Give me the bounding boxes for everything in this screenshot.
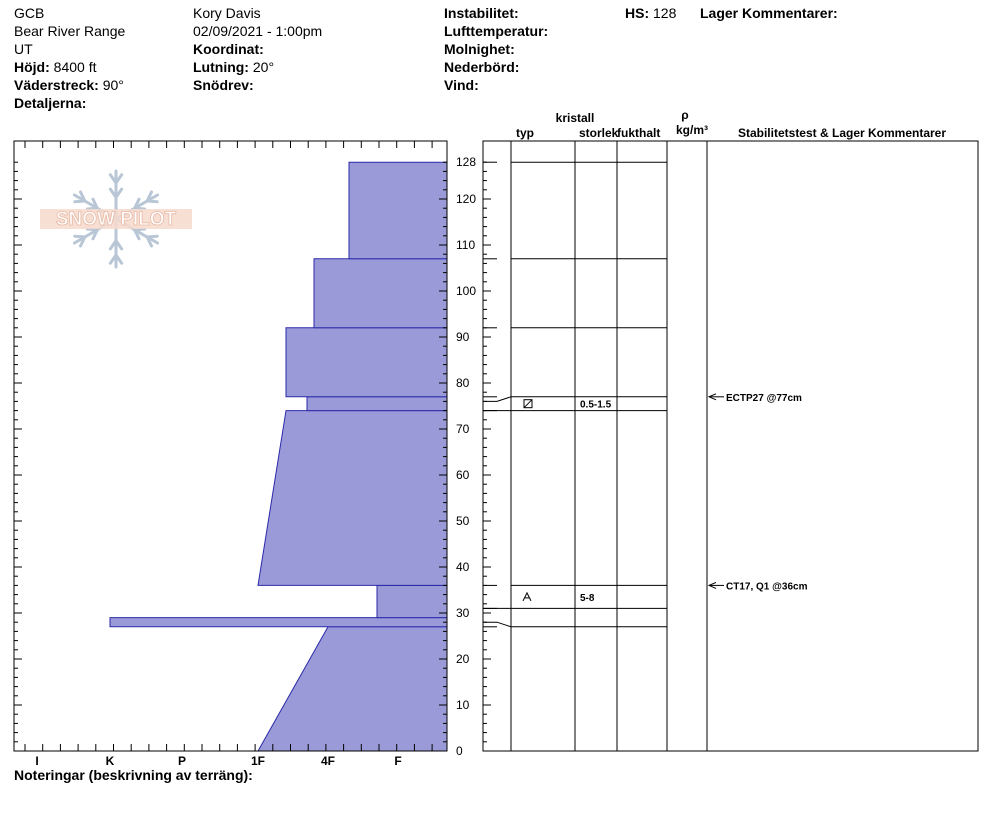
precip-field: Nederbörd: xyxy=(444,59,520,75)
x-tick-label: I xyxy=(35,754,39,768)
hardness-layer-6 xyxy=(314,259,447,328)
stability-test-label: CT17, Q1 @36cm xyxy=(726,581,808,593)
layer-table-frame xyxy=(483,141,978,751)
snowpilot-logo xyxy=(40,171,192,267)
y-tick-label: 100 xyxy=(456,284,477,298)
snowflake-branch xyxy=(147,236,157,237)
hs-field: HS: 128 xyxy=(625,5,677,21)
depth-hoar-icon xyxy=(523,593,531,601)
location-name: Bear River Range xyxy=(14,23,126,39)
hardness-layer-0 xyxy=(258,627,447,751)
y-tick-label: 30 xyxy=(456,606,470,620)
hardness-layer-1 xyxy=(110,618,447,627)
y-tick-label: 60 xyxy=(456,468,470,482)
x-tick-label: P xyxy=(177,754,187,768)
stability-tests xyxy=(709,393,808,593)
table-height-ticks xyxy=(483,162,491,751)
hardness-layer-5 xyxy=(286,328,447,397)
hardness-layer-4 xyxy=(307,397,447,411)
y-tick-label: 10 xyxy=(456,698,470,712)
column-header-crystal: kristall xyxy=(555,111,595,125)
faceted-crystal-icon-diagonal xyxy=(524,400,532,408)
y-tick-label: 90 xyxy=(456,330,470,344)
stability-test-label: ECTP27 @77cm xyxy=(726,392,802,404)
x-tick-label: F xyxy=(394,754,402,768)
wind-field: Vind: xyxy=(444,77,479,93)
elevation-field: Höjd: 8400 ft xyxy=(14,59,97,75)
y-tick-label: 120 xyxy=(456,192,477,206)
x-tick-label: 1F xyxy=(250,754,266,768)
y-tick-label: 0 xyxy=(456,744,463,758)
observer-name: Kory Davis xyxy=(193,5,261,21)
column-header-type: typ xyxy=(516,126,534,140)
column-header-size: storlek xyxy=(579,126,619,140)
y-tick-label: 70 xyxy=(456,422,470,436)
state-name: UT xyxy=(14,41,33,57)
snowflake-branch xyxy=(75,201,85,202)
column-header-comments: Stabilitetstest & Lager Kommentarer xyxy=(737,126,947,140)
clouds-field: Molnighet: xyxy=(444,41,515,57)
y-tick-label: 128 xyxy=(456,155,477,170)
aspect-field: Väderstreck: 90° xyxy=(14,77,124,93)
hardness-layer-2 xyxy=(377,585,447,617)
y-tick-label: 50 xyxy=(456,514,470,528)
grain-layers xyxy=(523,400,612,604)
observation-datetime: 02/09/2021 - 1:00pm xyxy=(193,23,323,39)
column-header-moisture: fukthalt xyxy=(617,126,661,140)
org-name: GCB xyxy=(14,5,45,21)
layer-connector xyxy=(483,397,511,402)
layer-comments-heading: Lager Kommentarer: xyxy=(700,5,838,21)
hardness-profile xyxy=(110,162,447,751)
instability-field: Instabilitet: xyxy=(444,5,519,21)
drift-field: Snödrev: xyxy=(193,77,254,93)
hardness-layer-3 xyxy=(258,411,447,586)
y-tick-label: 80 xyxy=(456,376,470,390)
details-field: Detaljerna: xyxy=(14,95,87,111)
x-tick-label: 4F xyxy=(320,754,336,768)
layer-table xyxy=(483,141,978,751)
column-header-density-unit: kg/m³ xyxy=(675,123,709,137)
x-tick-label: K xyxy=(105,754,115,768)
y-tick-label: 110 xyxy=(456,238,476,252)
column-header-rho: ρ xyxy=(681,108,689,122)
logo-text: SNOW PILOT xyxy=(55,209,177,230)
y-tick-label: 20 xyxy=(456,652,470,666)
grain-size-label: 0.5-1.5 xyxy=(580,399,612,411)
hardness-layer-7 xyxy=(349,162,447,259)
layer-connector xyxy=(483,622,511,627)
terrain-notes-label: Noteringar (beskrivning av terräng): xyxy=(14,767,253,783)
airtemp-field: Lufttemperatur: xyxy=(444,23,549,39)
y-tick-label: 40 xyxy=(456,560,470,574)
grain-size-label: 5-8 xyxy=(580,592,595,604)
coordinate-field: Koordinat: xyxy=(193,41,264,57)
slope-field: Lutning: 20° xyxy=(193,59,275,75)
